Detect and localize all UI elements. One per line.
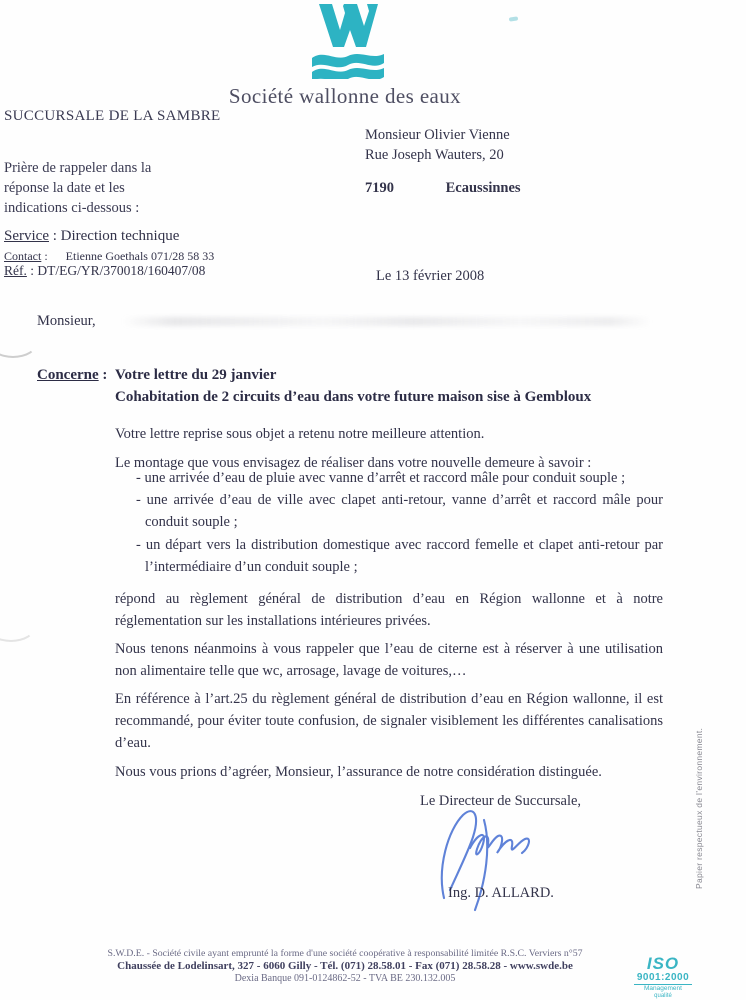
body-paragraph-3: répond au règlement général de distribution d’eau en Région wallonne et à notre réglementation sur les installations intérieures privées. <box>115 591 663 630</box>
footer-line-2: Chaussée de Lodelinsart, 327 - 6060 Gilly - Tél. (071) 28.58.01 - Fax (071) 28.58.28 - www.swde.be <box>117 960 573 972</box>
reference-value: : DT/EG/YR/370018/160407/08 <box>26 263 206 278</box>
addressee-postal-code: 7190 <box>365 180 394 196</box>
letter-date: Le 13 février 2008 <box>376 268 485 284</box>
contact-label: Contact <box>4 249 42 263</box>
addressee-street: Rue Joseph Wauters, 20 <box>365 147 504 163</box>
contact-row <box>4 249 214 264</box>
recall-note: Prière de rappeler dans la réponse la date et les indications ci-dessous : <box>4 160 152 216</box>
salutation: Monsieur, <box>37 313 96 329</box>
body-paragraph-1: Votre lettre reprise sous objet a retenu notre meilleure attention. <box>115 426 485 442</box>
footer <box>15 948 675 984</box>
signatory-name: Ing. D. ALLARD. <box>448 885 554 901</box>
list-item: - une arrivée d’eau de ville avec clapet anti-retour, vanne d’arrêt et raccord mâle pour conduit souple ; <box>136 492 663 531</box>
body-paragraph-2-lead: Le montage que vous envisagez de réaliser dans votre nouvelle demeure à savoir : <box>115 455 592 471</box>
subject-block <box>115 364 675 408</box>
addressee-block <box>365 125 510 165</box>
scan-artifact-arc <box>0 326 38 358</box>
footer-line-1: S.W.D.E. - Société civile ayant emprunté la forme d'une société coopérative à responsabilité limitée R.S.C. Verviers n°57 <box>107 948 583 959</box>
iso-badge-title: ISO <box>646 954 680 973</box>
list-item: - une arrivée d’eau de pluie avec vanne d’arrêt et raccord mâle pour conduit souple ; <box>136 470 626 486</box>
subject-label: Concerne <box>37 367 99 383</box>
subject-line-1: Votre lettre du 29 janvier <box>115 367 277 383</box>
branch-title: SUCCURSALE DE LA SAMBRE <box>4 108 221 124</box>
scan-artifact-dash <box>509 16 518 21</box>
requirements-list <box>128 467 663 578</box>
service-value: : Direction technique <box>48 228 180 244</box>
footer-line-3: Dexia Banque 091-0124862-52 - TVA BE 230.132.005 <box>234 973 456 984</box>
service-row <box>4 228 179 245</box>
signoff-title: Le Directeur de Succursale, <box>420 793 582 809</box>
scan-artifact-smudge <box>122 317 652 326</box>
iso-9001-badge <box>634 955 692 999</box>
iso-badge-standard: 9001:2000 <box>636 971 690 983</box>
reference-row <box>4 263 205 279</box>
scan-artifact-arc <box>0 610 36 642</box>
list-item: - un départ vers la distribution domestique avec raccord femelle et clapet anti-retour par l’intermédiaire d’un conduit souple ; <box>136 536 663 575</box>
subject-label-row <box>37 364 107 386</box>
reference-label: Réf. <box>4 263 27 278</box>
addressee-city: Ecaussinnes <box>445 180 521 196</box>
addressee-name: Monsieur Olivier Vienne <box>365 127 510 143</box>
body-paragraph-6: Nous vous prions d’agréer, Monsieur, l’assurance de notre considération distinguée. <box>115 764 602 780</box>
iso-badge-caption-1: Management <box>634 984 692 993</box>
iso-badge-caption-2: qualité <box>654 993 672 1000</box>
service-label: Service <box>4 228 49 244</box>
subject-label-colon: : <box>98 367 108 383</box>
addressee-city-row <box>365 178 521 198</box>
body-paragraph-5: En référence à l’art.25 du règlement général de distribution d’eau en Région wallonne, il est recommandé, pour éviter toute confusion, de signaler visiblement les différentes canalisations d’eau. <box>115 691 663 752</box>
subject-line-2: Cohabitation de 2 circuits d’eau dans votre future maison sise à Gembloux <box>115 389 592 405</box>
company-name: Société wallonne des eaux <box>228 84 462 108</box>
contact-value: : Etienne Goethals 071/28 58 33 <box>41 249 215 263</box>
body-paragraph-4: Nous tenons néanmoins à vous rappeler que l’eau de citerne est à réserver à une utilisation non alimentaire telle que wc, arrosage, lavage de voitures,… <box>115 641 663 680</box>
swde-logo-icon <box>299 3 391 79</box>
eco-paper-sidenote: Papier respectueux de l’environnement. <box>694 727 704 889</box>
